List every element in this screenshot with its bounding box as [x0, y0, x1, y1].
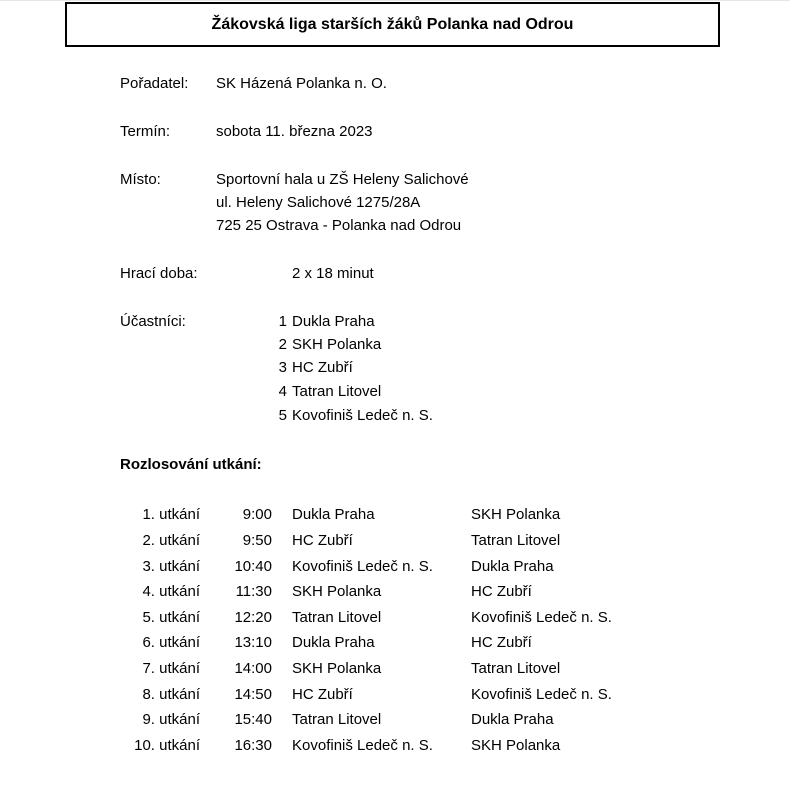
table-row [0, 557, 790, 577]
game-number: 3. utkání [142, 558, 200, 575]
game-number: 7. utkání [142, 660, 200, 677]
participant-number: 5 [278, 407, 287, 424]
game-number: 9. utkání [142, 711, 200, 728]
home-team: Dukla Praha [292, 506, 375, 523]
away-team: Dukla Praha [471, 558, 554, 575]
date-label: Termín: [120, 123, 171, 140]
participant-number: 3 [278, 359, 287, 376]
organizer-value: SK Házená Polanka n. O. [216, 75, 387, 92]
game-time: 9:00 [242, 506, 272, 523]
table-row [0, 710, 790, 730]
participant-name: Tatran Litovel [292, 383, 382, 400]
away-team: Kovofiniš Ledeč n. S. [471, 686, 612, 703]
game-number: 10. utkání [134, 737, 200, 754]
table-row [0, 531, 790, 551]
away-team: Kovofiniš Ledeč n. S. [471, 609, 612, 626]
game-time: 14:00 [234, 660, 272, 677]
home-team: SKH Polanka [292, 583, 382, 600]
participant-name: Kovofiniš Ledeč n. S. [292, 407, 433, 424]
away-team: Tatran Litovel [471, 660, 561, 677]
game-number: 2. utkání [142, 532, 200, 549]
game-number: 1. utkání [142, 506, 200, 523]
participant-name: SKH Polanka [292, 336, 382, 353]
home-team: Tatran Litovel [292, 609, 382, 626]
game-time: 12:20 [234, 609, 272, 626]
away-team: HC Zubří [471, 634, 532, 651]
venue-line-2: ul. Heleny Salichové 1275/28A [216, 194, 421, 211]
game-number: 4. utkání [142, 583, 200, 600]
game-time: 14:50 [234, 686, 272, 703]
venue-line-1: Sportovní hala u ZŠ Heleny Salichové [216, 171, 469, 188]
title-box [65, 2, 720, 47]
game-time: 13:10 [234, 634, 272, 651]
away-team: HC Zubří [471, 583, 532, 600]
participant-number: 1 [278, 313, 287, 330]
participant-number: 2 [278, 336, 287, 353]
home-team: HC Zubří [292, 686, 353, 703]
game-time: 11:30 [235, 583, 272, 600]
game-number: 6. utkání [142, 634, 200, 651]
table-row [0, 505, 790, 525]
home-team: Kovofiniš Ledeč n. S. [292, 737, 433, 754]
date-value: sobota 11. března 2023 [216, 123, 373, 140]
schedule-heading: Rozlosování utkání: [120, 456, 262, 473]
game-time: 15:40 [234, 711, 272, 728]
away-team: SKH Polanka [471, 737, 561, 754]
home-team: Tatran Litovel [292, 711, 382, 728]
home-team: SKH Polanka [292, 660, 382, 677]
playtime-label: Hrací doba: [120, 265, 198, 282]
game-time: 10:40 [234, 558, 272, 575]
participant-name: Dukla Praha [292, 313, 375, 330]
game-number: 5. utkání [142, 609, 200, 626]
page-top-edge [0, 0, 790, 1]
venue-label: Místo: [120, 171, 161, 188]
table-row [0, 659, 790, 679]
home-team: HC Zubří [292, 532, 353, 549]
table-row [0, 685, 790, 705]
venue-line-3: 725 25 Ostrava - Polanka nad Odrou [216, 217, 462, 234]
page-title: Žákovská liga starších žáků Polanka nad Odrou [211, 15, 574, 33]
game-number: 8. utkání [142, 686, 200, 703]
table-row [0, 633, 790, 653]
away-team: Tatran Litovel [471, 532, 561, 549]
away-team: SKH Polanka [471, 506, 561, 523]
game-time: 16:30 [234, 737, 272, 754]
game-time: 9:50 [242, 532, 272, 549]
participant-number: 4 [278, 383, 287, 400]
table-row [0, 608, 790, 628]
home-team: Dukla Praha [292, 634, 375, 651]
table-row [0, 736, 790, 756]
participants-label: Účastníci: [120, 313, 186, 330]
organizer-label: Pořadatel: [120, 75, 189, 92]
table-row [0, 582, 790, 602]
participant-name: HC Zubří [292, 359, 353, 376]
home-team: Kovofiniš Ledeč n. S. [292, 558, 433, 575]
away-team: Dukla Praha [471, 711, 554, 728]
playtime-value: 2 x 18 minut [292, 265, 374, 282]
